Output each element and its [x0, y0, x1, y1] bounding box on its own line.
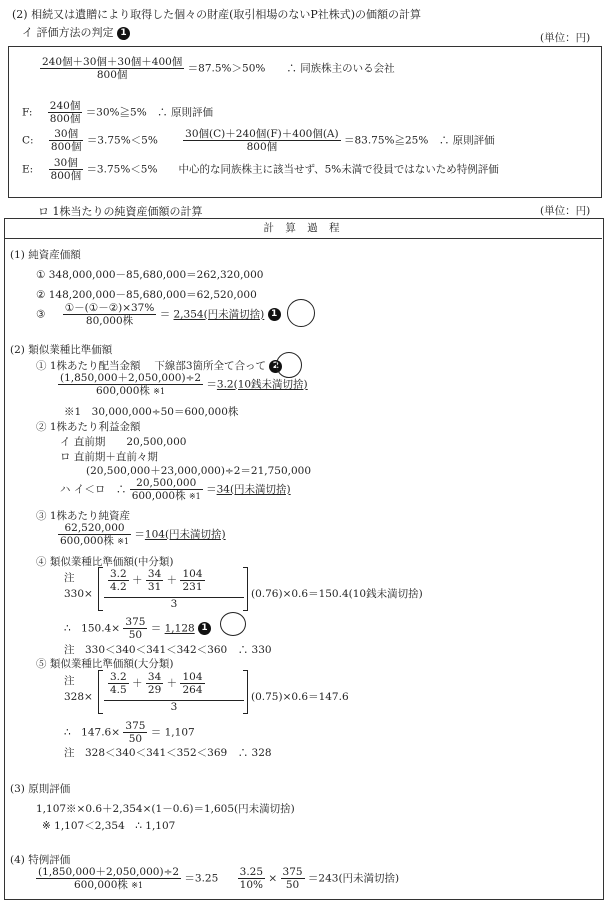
frac-num: 20,500,000	[130, 477, 203, 490]
process-header: 計 算 過 程	[5, 218, 602, 239]
formula-eq: ＝	[159, 308, 171, 321]
row-label: C:	[22, 134, 34, 147]
s4-title: (4) 特例評価	[10, 854, 71, 866]
s2a-title	[36, 358, 282, 373]
s2d-fractions	[108, 568, 205, 593]
frac-den: 50	[285, 879, 300, 892]
formula-result: ＝3.75%＜5% 中心的な同族株主に該当せず、5%未満で役員ではないため特例評価	[86, 163, 499, 176]
frac-num: 375	[282, 866, 303, 878]
frac-num: (1,850,000＋2,050,000)÷2	[38, 866, 180, 878]
formula-result: ＝243(円未満切捨)	[307, 872, 400, 885]
hand-circle	[220, 612, 246, 636]
plus: ＋	[132, 677, 143, 690]
frac-den: 4.5	[110, 684, 127, 697]
den-text: 600,000株	[131, 490, 186, 503]
s2c-formula	[58, 522, 226, 547]
score-badge: 1	[268, 308, 281, 321]
plus: ＋	[166, 574, 178, 587]
frac-den: 800個	[50, 141, 82, 154]
s2b-title: ② 1株あたり利益金額	[36, 421, 141, 433]
formula-eq: ＝3.25	[184, 872, 219, 885]
s2a-title-text: ① 1株あたり配当金額 下線部3箇所全て合って	[36, 360, 267, 372]
sub-heading-i-text: イ 評価方法の判定	[22, 26, 114, 39]
frac-num: 30個(C)＋240個(F)＋400個(A)	[185, 128, 339, 140]
s2b-ha	[60, 477, 291, 502]
formula-result: ＝30%≧5% ∴ 原則評価	[85, 106, 214, 119]
frac-num: 375	[125, 720, 146, 732]
formula-result: 2,354(円未満切捨)	[173, 308, 265, 321]
frac-den	[130, 490, 203, 502]
s2e-line2	[64, 720, 195, 745]
s2e-divisor: 3	[170, 701, 178, 713]
formula-result: ＝ 1,107	[150, 726, 195, 739]
frac-num: 30個	[49, 128, 84, 141]
s2d-line2-text: ∴ 150.4×	[64, 622, 121, 635]
unit-label: (単位：円)	[540, 32, 591, 44]
formula-eq: ＝	[150, 622, 162, 635]
formula-result: 1,128	[164, 622, 195, 635]
score-badge: 1	[117, 27, 130, 40]
bracket-left	[98, 567, 103, 611]
s1-line2: ② 148,200,000－85,680,000＝62,520,000	[36, 289, 257, 301]
frac-den: 800個	[50, 170, 82, 183]
s2d-base: 330×	[64, 588, 93, 600]
row-label: E:	[22, 163, 34, 176]
s2e-base: 328×	[64, 691, 93, 703]
den-text: 600,000株	[96, 385, 150, 398]
frac-num: 240個	[49, 100, 81, 112]
frac-den: 800個	[49, 113, 81, 126]
plus: ＋	[132, 574, 143, 587]
frac-den	[36, 879, 181, 891]
s2e-note: 注 328＜340＜341＜352＜369 ∴ 328	[64, 747, 272, 759]
frac-den: 800個	[246, 141, 278, 154]
frac-num: 3.2	[110, 671, 127, 683]
judgement-row-f	[22, 100, 213, 125]
s2a-note: ※1 30,000,000÷50＝600,000株	[64, 406, 239, 418]
s1-line1: ① 348,000,000－85,680,000＝262,320,000	[36, 269, 264, 281]
formula-eq: ＝	[134, 528, 145, 541]
s2b-ha-text: ハ イ＜ロ ∴	[60, 483, 127, 496]
s4-formula	[36, 866, 399, 891]
judgement-row-e	[22, 157, 499, 182]
row-label: F:	[22, 106, 33, 119]
s2e-note-mark: 注	[64, 675, 75, 687]
s2d-divisor: 3	[170, 598, 178, 610]
plus: ＋	[166, 677, 178, 690]
s2d-note: 注 330＜340＜341＜342＜360 ∴ 330	[64, 644, 272, 656]
s3-line1: 1,107※×0.6＋2,354×(1－0.6)＝1,605(円未満切捨)	[36, 803, 295, 815]
unit-label: (単位：円)	[540, 205, 591, 217]
section-title: (2) 相続又は遺贈により取得した個々の財産(取引相場のないP社株式)の価額の計算	[12, 8, 422, 21]
hand-circle	[287, 299, 315, 327]
frac-den	[58, 535, 131, 547]
frac-den: 231	[182, 581, 203, 594]
judgement-row-c	[22, 128, 495, 153]
judgement-formula-total	[40, 56, 395, 81]
s2-title: (2) 類似業種比準価額	[10, 344, 113, 356]
frac-num: 34	[147, 568, 162, 580]
formula-eq: ＝	[206, 378, 217, 391]
formula-result: 3.2(10銭未満切捨)	[216, 378, 308, 391]
den-text: 600,000株	[74, 879, 128, 892]
frac-num: 104	[182, 568, 203, 580]
s2c-title: ③ 1株あたり純資産	[36, 510, 131, 522]
frac-num: 104	[182, 671, 203, 683]
frac-den: 50	[128, 629, 143, 642]
frac-num: 375	[125, 616, 146, 628]
frac-num: 62,520,000	[58, 522, 131, 535]
frac-num: (1,850,000＋2,050,000)÷2	[60, 372, 202, 384]
s2b-ro: ロ 直前期＋直前々期	[60, 451, 158, 463]
sub-heading-ro: ロ 1株当たりの純資産価額の計算	[38, 205, 203, 218]
frac-den	[58, 385, 203, 397]
frac-den: 4.2	[110, 581, 127, 594]
frac-num: ①－(①－②)×37%	[64, 302, 155, 314]
frac-den: 31	[147, 581, 162, 594]
den-text: 600,000株	[60, 535, 114, 548]
s2a-formula	[58, 372, 308, 397]
s3-title: (3) 原則評価	[10, 783, 71, 795]
s2e-title: ⑤ 類似業種比準価額(大分類)	[36, 658, 174, 670]
bracket-left	[98, 670, 103, 714]
s2b-ro-calc: (20,500,000＋23,000,000)÷2＝21,750,000	[86, 465, 312, 477]
s2d-note-mark: 注	[64, 572, 75, 584]
s2e-tail: (0.75)×0.6＝147.6	[251, 691, 349, 703]
s3-line2: ※ 1,107＜2,354 ∴ 1,107	[42, 820, 176, 832]
s2d-tail: (0.76)×0.6＝150.4(10銭未満切捨)	[251, 588, 423, 600]
frac-den: 80,000株	[85, 315, 134, 328]
s2d-line2	[64, 616, 211, 641]
score-badge: 1	[198, 622, 211, 635]
frac-den: 50	[128, 733, 143, 746]
frac-den: 10%	[239, 879, 263, 892]
s2b-i: イ 直前期 20,500,000	[60, 436, 187, 448]
times: ×	[268, 872, 278, 885]
formula-result: 34(円未満切捨)	[216, 483, 291, 496]
frac-num: 3.25	[239, 866, 264, 878]
frac-num: 240個＋30個＋30個＋400個	[42, 56, 183, 68]
frac-den: 800個	[96, 69, 128, 82]
frac-num: 30個	[49, 157, 84, 170]
formula-result: ＝87.5%＞50% ∴ 同族株主のいる会社	[187, 62, 395, 75]
formula-eq: ＝	[206, 483, 217, 496]
s2e-fractions	[108, 671, 205, 696]
formula-result: ＝83.75%≧25% ∴ 原則評価	[343, 134, 495, 147]
den-note: ※1	[117, 537, 130, 547]
den-note: ※1	[131, 881, 144, 891]
s1-title: (1) 純資産価額	[10, 249, 81, 261]
frac-num: 34	[147, 671, 162, 683]
sub-heading-i	[22, 24, 130, 40]
formula-result: 104(円未満切捨)	[144, 528, 226, 541]
frac-num: 3.2	[110, 568, 127, 580]
row-label: ③	[36, 308, 46, 321]
s1-line3	[36, 302, 281, 327]
s2d-title: ④ 類似業種比準価額(中分類)	[36, 556, 174, 568]
s2e-line2-text: ∴ 147.6×	[64, 726, 121, 739]
den-note: ※1	[153, 387, 166, 397]
den-note: ※1	[188, 492, 201, 502]
frac-den: 264	[182, 684, 203, 697]
frac-den: 29	[147, 684, 162, 697]
formula-mid: ＝3.75%＜5%	[86, 134, 158, 147]
score-badge: 2	[269, 360, 282, 373]
